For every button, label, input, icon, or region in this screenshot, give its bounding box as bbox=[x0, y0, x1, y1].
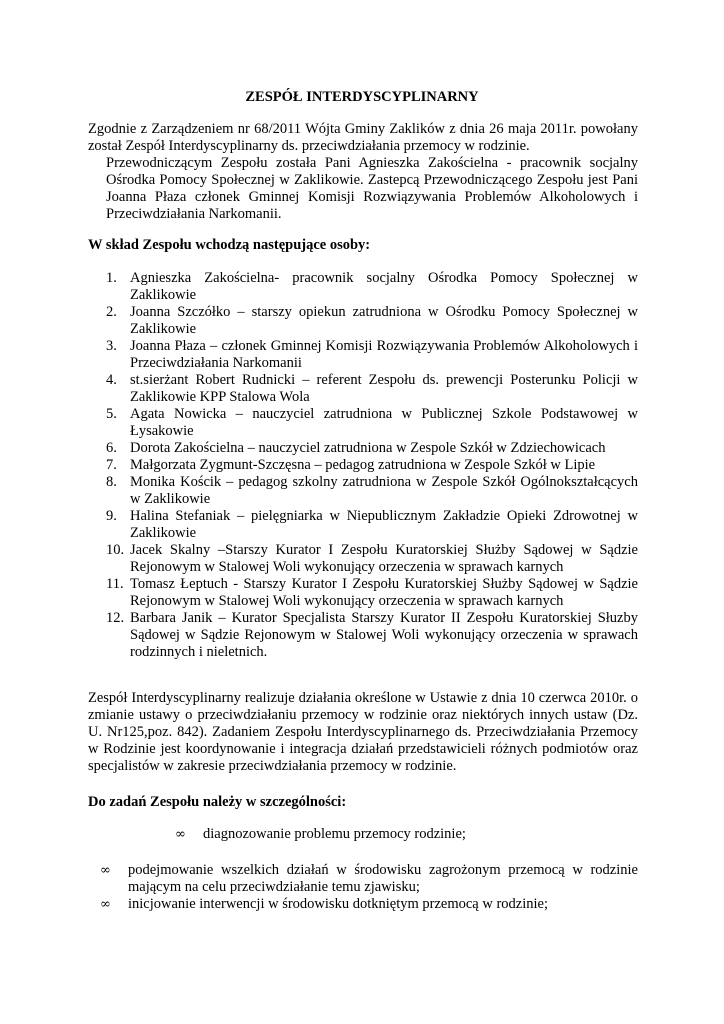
list-item bbox=[106, 542, 638, 576]
list-item bbox=[106, 270, 638, 304]
item-text: Agata Nowicka – nauczyciel zatrudniona w Publicznej Szkole Podstawowej w Łysakowie bbox=[130, 406, 638, 439]
item-number: 2. bbox=[106, 304, 117, 320]
item-number: 9. bbox=[106, 508, 117, 524]
statute-paragraph: Zespół Interdyscyplinarny realizuje działania określone w Ustawie z dnia 10 czerwca 2010r. o zmianie ustawy o przeciwdziałaniu przemocy w rodzinie oraz niektórych innych ustaw (Dz. U. Nr125,poz. 842). Zadaniem Zespołu Interdyscyplinarnego ds. Przeciwdziałania Przemocy w Rodzinie jest koordynowanie i integracja działań przedstawicieli różnych podmiotów oraz specjalistów w zakresie przeciwdziałania przemocy w rodzinie. bbox=[88, 690, 638, 774]
item-number: 11. bbox=[106, 576, 124, 592]
intro-line-1: Zgodnie z Zarządzeniem nr 68/2011 Wójta Gminy Zaklików z dnia 26 maja 2011r. powołany został Zespół Interdyscyplinarny ds. przeciwdziałania przemocy w rodzinie. bbox=[88, 121, 638, 154]
infinity-bullet-icon: ∞ bbox=[100, 897, 111, 912]
item-text: diagnozowanie problemu przemocy rodzinie; bbox=[203, 826, 466, 842]
item-text: Agnieszka Zakościelna- pracownik socjalny Ośrodka Pomocy Społecznej w Zaklikowie bbox=[130, 270, 638, 303]
list-item bbox=[106, 440, 638, 457]
item-text: Dorota Zakościelna – nauczyciel zatrudniona w Zespole Szkół w Zdziechowicach bbox=[130, 440, 606, 456]
item-text: Joanna Szczółko – starszy opiekun zatrudniona w Ośrodku Pomocy Społecznej w Zaklikowie bbox=[130, 304, 638, 337]
item-text: Barbara Janik – Kurator Specjalista Starszy Kurator II Zespołu Kuratorskiej Słuzby Sądowej w Sądzie Rejonowym w Stalowej Woli wykonujący orzeczenia w sprawach rodzinnych i nieletnich. bbox=[130, 610, 638, 660]
infinity-bullet-icon: ∞ bbox=[100, 863, 111, 878]
list-item bbox=[100, 862, 638, 896]
document-title: ZESPÓŁ INTERDYSCYPLINARNY bbox=[245, 89, 479, 105]
item-number: 3. bbox=[106, 338, 117, 354]
item-number: 5. bbox=[106, 406, 117, 422]
list-item bbox=[175, 826, 638, 843]
members-list bbox=[106, 270, 638, 661]
item-text: Halina Stefaniak – pielęgniarka w Niepublicznym Zakładzie Opieki Zdrowotnej w Zaklikowie bbox=[130, 508, 638, 541]
intro-line-2: Przewodniczącym Zespołu została Pani Agnieszka Zakościelna - pracownik socjalny Ośrodka Pomocy Społecznej w Zaklikowie. Zastepcą Przewodniczącego Zespołu jest Pani Joanna Płaza członek Gminnej Komisji Rozwiązywania Problemów Alkoholowych i Przeciwdziałania Narkomanii. bbox=[106, 155, 638, 222]
members-heading: W skład Zespołu wchodzą następujące osoby: bbox=[88, 237, 371, 253]
item-text: Jacek Skalny –Starszy Kurator I Zespołu Kuratorskiej Służby Sądowej w Sądzie Rejonowym w Stalowej Woli wykonujący orzeczenia w sprawach karnych bbox=[130, 542, 638, 575]
list-item bbox=[106, 338, 638, 372]
item-text: podejmowanie wszelkich działań w środowisku zagrożonym przemocą w rodzinie mającym na celu przeciwdziałanie temu zjawisku; bbox=[128, 862, 638, 895]
list-item bbox=[106, 304, 638, 338]
item-number: 10. bbox=[106, 542, 125, 558]
list-item bbox=[106, 474, 638, 508]
list-item bbox=[106, 576, 638, 610]
item-text: inicjowanie interwencji w środowisku dotkniętym przemocą w rodzinie; bbox=[128, 896, 548, 912]
item-number: 7. bbox=[106, 457, 117, 473]
item-number: 6. bbox=[106, 440, 117, 456]
tasks-list bbox=[100, 862, 638, 913]
tasks-heading: Do zadań Zespołu należy w szczególności: bbox=[88, 794, 347, 810]
list-item bbox=[106, 508, 638, 542]
item-text: Małgorzata Zygmunt-Szczęsna – pedagog zatrudniona w Zespole Szkół w Lipie bbox=[130, 457, 596, 473]
intro-paragraph bbox=[88, 121, 638, 223]
list-item bbox=[106, 372, 638, 406]
item-number: 12. bbox=[106, 610, 125, 626]
tasks-list-first bbox=[175, 826, 638, 843]
item-text: st.sierżant Robert Rudnicki – referent Zespołu ds. prewencji Posterunku Policji w Zaklikowie KPP Stalowa Wola bbox=[130, 372, 638, 405]
item-text: Tomasz Łeptuch - Starszy Kurator I Zespołu Kuratorskiej Służby Sądowej w Sądzie Rejonowym w Stalowej Woli wykonujący orzeczenia w sprawach karnych bbox=[130, 576, 638, 609]
list-item bbox=[106, 610, 638, 661]
item-text: Joanna Płaza – członek Gminnej Komisji Rozwiązywania Problemów Alkoholowych i Przeciwdziałania Narkomanii bbox=[130, 338, 638, 371]
list-item bbox=[106, 457, 638, 474]
item-text: Monika Kościk – pedagog szkolny zatrudniona w Zespole Szkół Ogólnokształcących w Zaklikowie bbox=[130, 474, 638, 507]
item-number: 4. bbox=[106, 372, 117, 388]
list-item bbox=[100, 896, 638, 913]
item-number: 1. bbox=[106, 270, 117, 286]
list-item bbox=[106, 406, 638, 440]
item-number: 8. bbox=[106, 474, 117, 490]
infinity-bullet-icon: ∞ bbox=[175, 827, 186, 842]
